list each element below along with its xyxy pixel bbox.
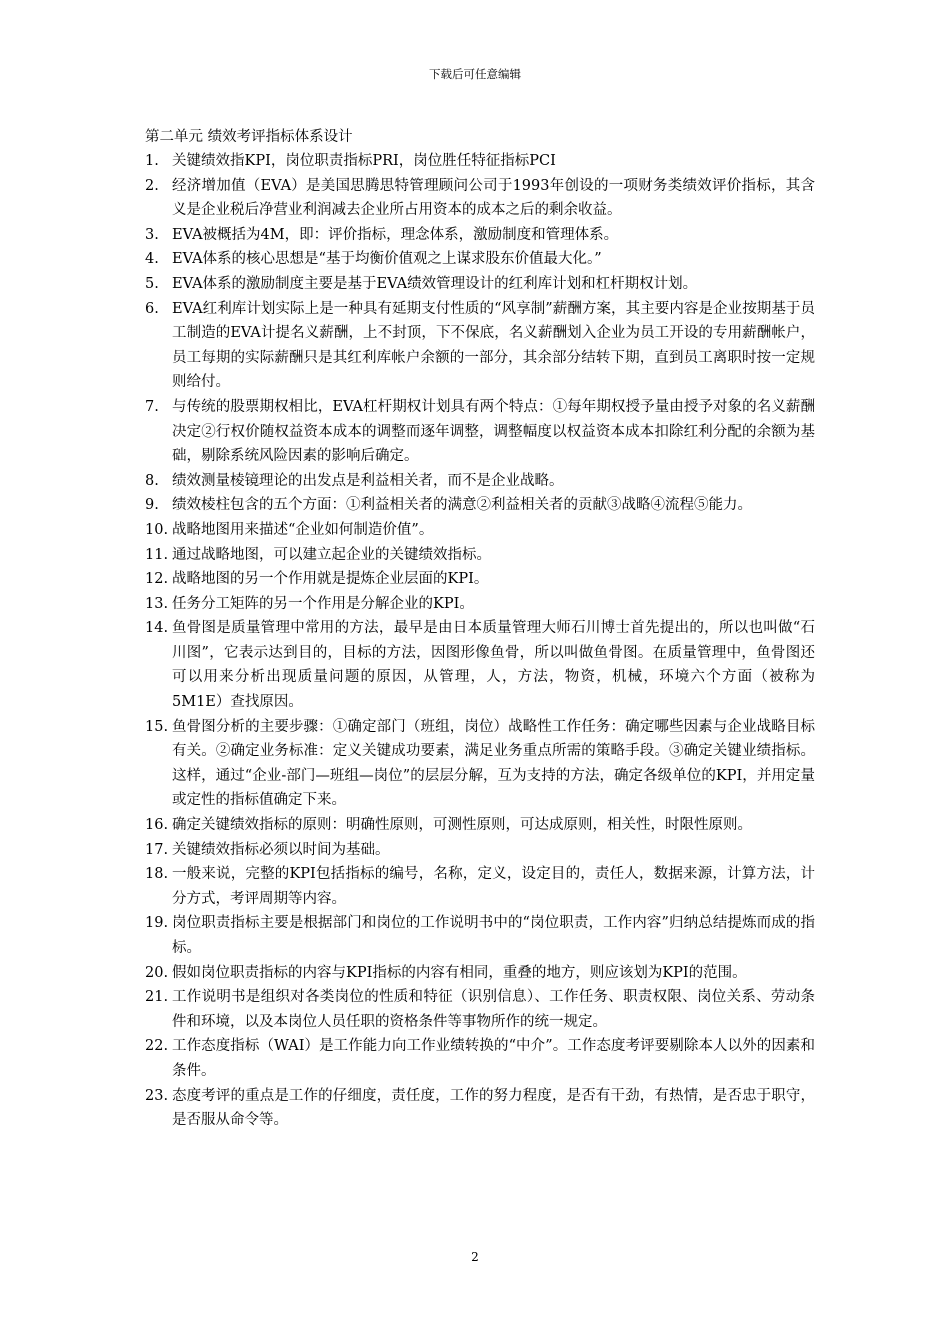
item-number: 16. [145,817,169,834]
item-number: 7. [145,398,159,415]
list-item [145,1034,815,1083]
list-item [145,961,815,986]
list-item [145,174,815,223]
list-item [145,149,815,174]
list-item [145,247,815,272]
item-number: 5. [145,275,159,292]
page-header: 下载后可任意编辑 [429,67,521,81]
list-item [145,592,815,617]
item-number: 8. [145,472,159,489]
section-title: 第二单元 绩效考评指标体系设计 [145,129,353,145]
item-text: 关键绩效指KPI，岗位职责指标PRI，岗位胜任特征指标PCI [172,153,556,169]
item-text: 确定关键绩效指标的原则：明确性原则，可测性原则，可达成原则，相关性，时限性原则。 [172,817,752,834]
item-number: 9. [145,497,159,514]
item-number: 6. [145,300,159,317]
item-number: 22. [145,1038,169,1055]
item-number: 10. [145,521,169,538]
list-item [145,862,815,911]
item-text: 工作态度指标（WAI）是工作能力向工作业绩转换的“中介”。工作态度考评要剔除本人以外的因素和条件。 [172,1038,815,1079]
item-text: 一般来说，完整的KPI包括指标的编号，名称，定义，设定目的，责任人，数据来源，计算方法，计分方式，考评周期等内容。 [172,866,815,907]
list-item [145,813,815,838]
list-item [145,715,815,813]
item-number: 2. [145,177,159,194]
list-item [145,838,815,863]
item-text: 鱼骨图是质量管理中常用的方法，最早是由日本质量管理大师石川博士首先提出的，所以也叫做“石川图”，它表示达到目的，目标的方法，因图形像鱼骨，所以叫做鱼骨图。在质量管理中，鱼骨图还可以用来分析出现质量问题的原因，从管理，人，方法，物资，机械，环境六个方面（被称为5M1E）查找原因。 [172,620,815,711]
item-number: 1. [145,153,159,169]
list-item [145,395,815,469]
item-text: 绩效棱柱包含的五个方面：①利益相关者的满意②利益相关者的贡献③战略④流程⑤能力。 [172,497,752,514]
item-number: 19. [145,915,169,932]
list-item [145,518,815,543]
list-item [145,911,815,960]
list-item [145,493,815,518]
item-number: 23. [145,1087,169,1104]
item-text: EVA红利库计划实际上是一种具有延期支付性质的“风享制”薪酬方案，其主要内容是企业按期基于员工制造的EVA计提名义薪酬，上不封顶，下不保底，名义薪酬划入企业为员工开设的专用薪酬帐户，员工每期的实际薪酬只是其红利库帐户余额的一部分，其余部分结转下期，直到员工离职时按一定规则给付。 [172,300,815,391]
list-item [145,985,815,1034]
list-item [145,543,815,568]
item-text: 与传统的股票期权相比，EVA杠杆期权计划具有两个特点：①每年期权授予量由授予对象的名义薪酬决定②行权价随权益资本成本的调整而逐年调整，调整幅度以权益资本成本扣除红利分配的余额为基础，剔除系统风险因素的影响后确定。 [172,398,815,465]
list-item [145,567,815,592]
list-item [145,469,815,494]
list-item [145,272,815,297]
item-number: 13. [145,595,169,612]
list-item [145,297,815,395]
item-text: EVA体系的激励制度主要是基于EVA绩效管理设计的红利库计划和杠杆期权计划。 [172,275,698,292]
item-text: EVA被概括为4M，即：评价指标，理念体系，激励制度和管理体系。 [172,226,619,243]
item-number: 18. [145,866,169,883]
list-item [145,1084,815,1133]
item-text: 绩效测量棱镜理论的出发点是利益相关者，而不是企业战略。 [172,472,564,489]
item-text: 战略地图的另一个作用就是提炼企业层面的KPI。 [172,571,489,588]
item-text: EVA体系的核心思想是“基于均衡价值观之上谋求股东价值最大化。” [172,251,602,268]
item-number: 14. [145,620,169,637]
item-number: 12. [145,571,169,588]
list-item [145,223,815,248]
item-text: 经济增加值（EVA）是美国思腾思特管理顾问公司于1993年创设的一项财务类绩效评价指标，其含义是企业税后净营业利润减去企业所占用资本的成本之后的剩余收益。 [172,177,815,219]
item-text: 通过战略地图，可以建立起企业的关键绩效指标。 [172,546,491,563]
item-number: 3. [145,226,159,243]
item-number: 15. [145,718,169,735]
page-number: 2 [471,1250,479,1264]
item-text: 态度考评的重点是工作的仔细度，责任度，工作的努力程度，是否有干劲，有热情，是否忠于职守，是否服从命令等。 [172,1087,815,1129]
item-number: 4. [145,251,159,268]
numbered-list [145,149,815,1133]
list-item [145,616,815,714]
item-text: 假如岗位职责指标的内容与KPI指标的内容有相同，重叠的地方，则应该划为KPI的范围。 [172,964,747,981]
item-number: 21. [145,989,169,1006]
item-number: 20. [145,964,169,981]
item-number: 17. [145,841,169,858]
item-text: 鱼骨图分析的主要步骤：①确定部门（班组，岗位）战略性工作任务：确定哪些因素与企业战略目标有关。②确定业务标准：定义关键成功要素，满足业务重点所需的策略手段。③确定关键业绩指标。这样，通过“企业-部门—班组—岗位”的层层分解，互为支持的方法，确定各级单位的KPI，并用定量或定性的指标值确定下来。 [172,718,815,809]
item-text: 关键绩效指标必须以时间为基础。 [172,841,390,858]
item-number: 11. [145,546,169,563]
item-text: 岗位职责指标主要是根据部门和岗位的工作说明书中的“岗位职责，工作内容”归纳总结提炼而成的指标。 [172,915,815,956]
item-text: 战略地图用来描述“企业如何制造价值”。 [172,521,434,538]
item-text: 工作说明书是组织对各类岗位的性质和特征（识别信息）、工作任务、职责权限、岗位关系、劳动条件和环境，以及本岗位人员任职的资格条件等事物所作的统一规定。 [172,989,815,1030]
item-text: 任务分工矩阵的另一个作用是分解企业的KPI。 [172,595,474,612]
